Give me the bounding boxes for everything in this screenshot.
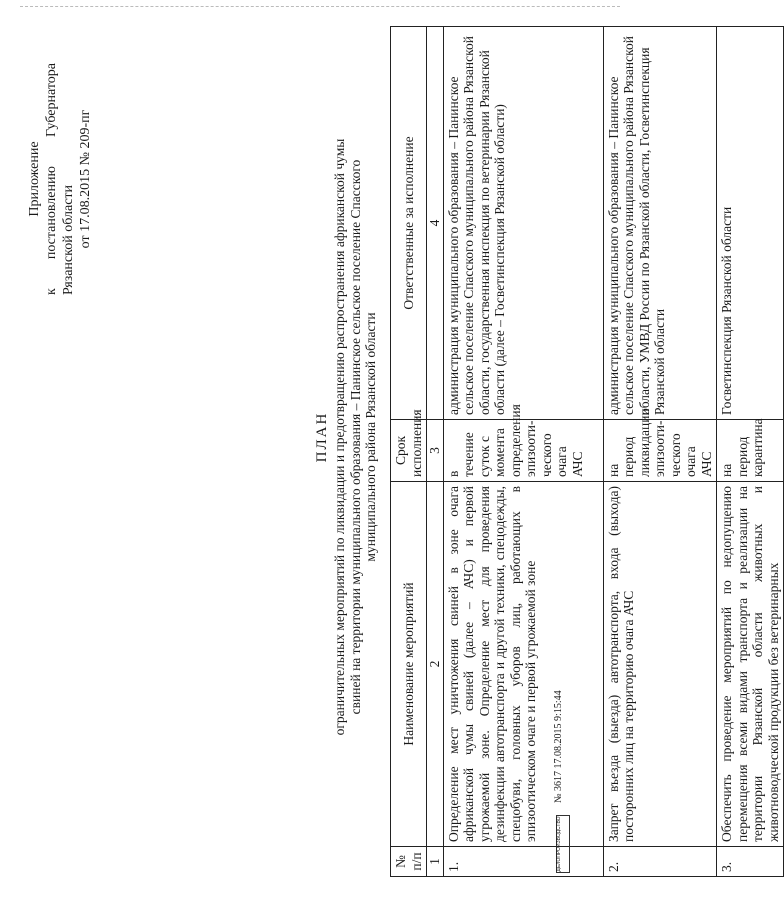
stamp-text: ДЕЛОПРОИЗВОДСТВО: [556, 816, 562, 872]
appendix-decree: постановлению: [44, 166, 59, 260]
row-action: Запрет въезда (выезда) автотранспорта, входа (выхода) посторонних лиц на территорию очага АЧС: [603, 482, 717, 847]
column-number: 2: [427, 482, 444, 847]
plan-subtitle: ограничительных мероприятий по ликвидации и предотвращению распространения африканской чумы свиней на территории муниципального образования – Панинское сельское поселение Спасского муниципального района Рязанской области: [332, 138, 378, 736]
row-term: в течение суток с момента определения эпизооти-ческого очага АЧС: [443, 420, 603, 482]
table-row: [443, 27, 603, 877]
appendix-region: Рязанской области: [61, 184, 76, 295]
row-number: 3.: [717, 847, 784, 877]
column-number-row: [427, 27, 444, 877]
header-responsible: Ответственные за исполнение: [391, 27, 427, 420]
table-header-row: [391, 27, 427, 877]
appendix-to: к: [44, 288, 59, 295]
column-number: 3: [427, 420, 444, 482]
header-number: № п/п: [391, 847, 427, 877]
column-number: 4: [427, 27, 444, 420]
table-row: [717, 27, 784, 877]
table-row: [603, 27, 717, 877]
row-action: Обеспечить проведение мероприятий по недопущению перемещения всеми видами транспорта и реализации на территории Рязанской области животных и животноводческой продукции без ветеринарных: [717, 482, 784, 847]
row-responsible: администрация муниципального образования – Панинское сельское поселение Спасского муниципального района Рязанской области, государственная инспекция по ветеринарии Рязанской области (далее – Госветинспекция Рязанской области): [443, 27, 603, 420]
row-term: на период карантина: [717, 420, 784, 482]
appendix-decree-line: [43, 63, 60, 295]
registration-number: [553, 690, 564, 803]
header-action: Наименование мероприятий: [391, 482, 427, 847]
registration-text: № 3617 17.08.2015 9:15:44: [553, 690, 564, 803]
plan-title: ПЛАН: [314, 411, 330, 463]
office-stamp: [556, 815, 570, 873]
appendix-governor: Губернатора: [44, 63, 59, 138]
column-number: 1: [427, 847, 444, 877]
row-number: 1.: [443, 847, 603, 877]
appendix-block: [26, 63, 94, 295]
appendix-date-line: от 17.08.2015 № 209-пг: [78, 109, 93, 249]
rotated-sheet: [20, 27, 781, 877]
header-term: Срок исполнения: [391, 420, 427, 482]
row-number: 2.: [603, 847, 717, 877]
row-term: на период ликвидации эпизооти-ческого очага АЧС: [603, 420, 717, 482]
scan-edge-line: [20, 6, 620, 7]
row-responsible: Госветинспекция Рязанской области: [717, 27, 784, 420]
plan-table: [390, 26, 784, 877]
row-action: Определение мест уничтожения свиней в зоне очага африканской чумы свиней (далее – АЧС) и первой угрожаемой зоне. Определение мест для проведения дезинфекции автотранспорта и другой техники, спецодежды, спецобуви, головных уборов лиц, работающих в эпизоотическом очаге и первой угрожаемой зоне: [443, 482, 603, 847]
row-responsible: администрация муниципального образования – Панинское сельское поселение Спасского муниципального района Рязанской области, УМВД России по Рязанской области, Госветинспекция Рязанской области: [603, 27, 717, 420]
appendix-title: Приложение: [27, 141, 42, 217]
